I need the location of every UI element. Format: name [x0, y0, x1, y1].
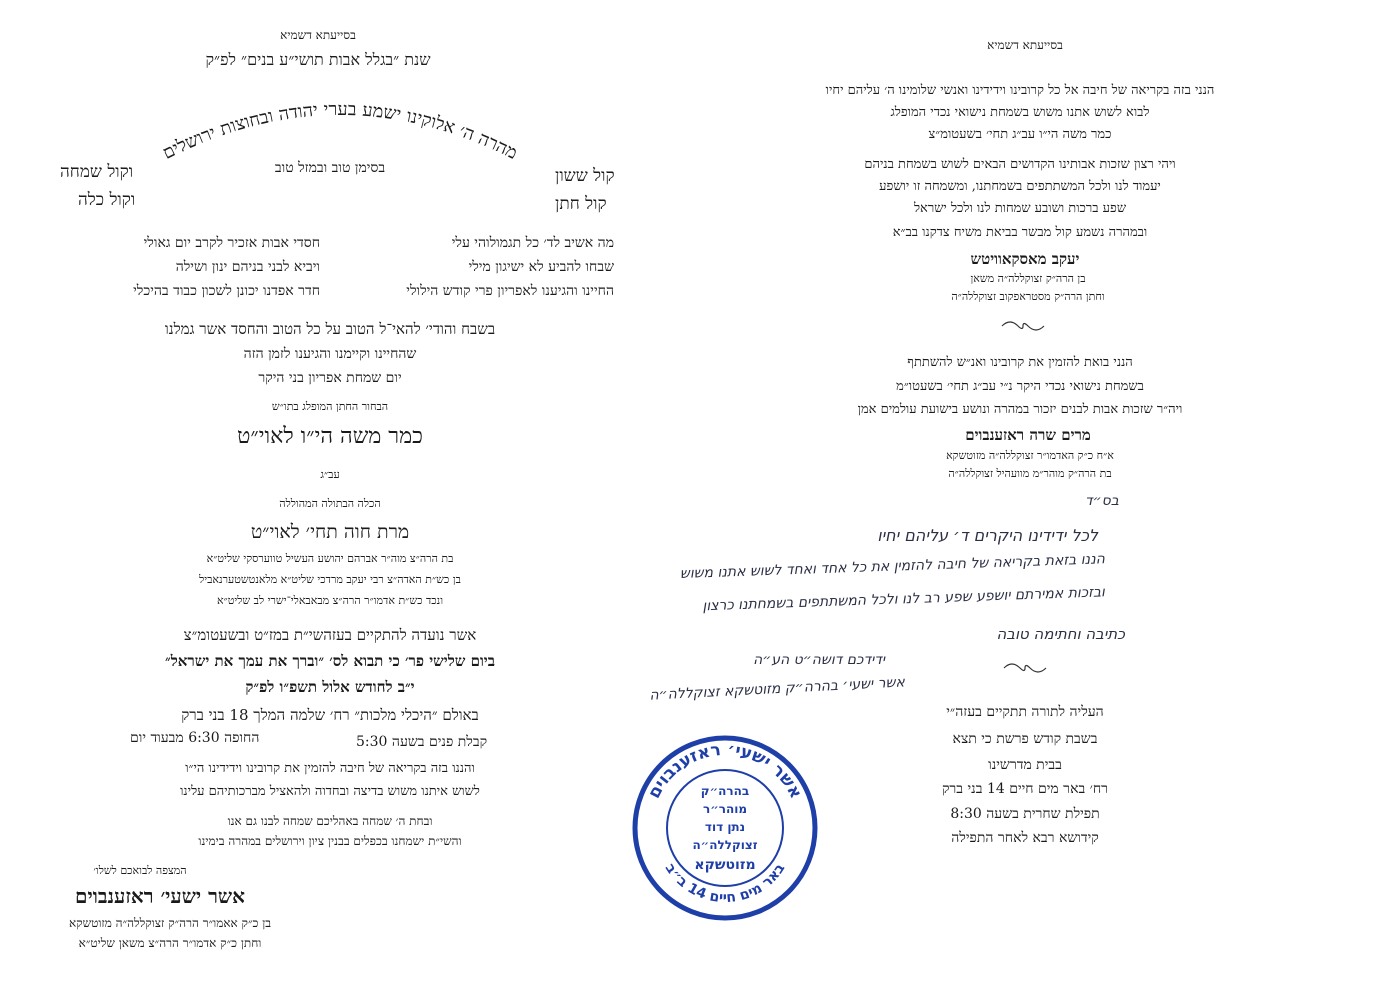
- left-event-2: ביום שלישי פר׳ כי תבוא לס׳ ״וברך את עמך את ישראל״: [165, 652, 495, 670]
- left-host-line: בן כ״ק אאמו״ר הרה״ק זצוקללה״ה מזוטשקא: [68, 916, 272, 930]
- poem-right-line: מה אשיב לד׳ כל תגמולוהי עלי: [451, 235, 614, 251]
- left-hall: באולם ״היכלי מלכות״ רח׳ שלמה המלך 18 בני ברק: [181, 706, 479, 724]
- hand-line: אשר ישעי׳ בהרה״ק מזוטשקא זצוקללה״ה: [649, 674, 906, 704]
- left-bride-line: ונכד כש״ת אדמו״ר הרה״צ מבאבאלי־ישרי לב שליט״א: [216, 594, 444, 607]
- right-p3-line: הנני בואת להזמין את קרובינו ואנ״ש להשתתף: [907, 355, 1133, 370]
- right-sign-2-line: א״ח כ״ק האדמו״ר זצוקללה״ה מזוטשקא: [946, 449, 1114, 462]
- right-p3-line: בשמחת נישואי נכדי היקר נ״י עב״ג תחי׳ בשעטו״מ: [896, 379, 1144, 394]
- right-aliya-line: העליה לתורה תתקיים בעזה״י: [946, 704, 1104, 720]
- hand-line: ובזכות אמירתם יושפע שפע רב לנו ולכל המשתתפים בשמחתנו כרצון: [702, 584, 1106, 615]
- right-p2-line: שפע ברכות ושובע שמחות לנו ולכל ישראל: [913, 201, 1127, 216]
- right-aliya-line: רח׳ באר מים חיים 14 בני ברק: [941, 781, 1109, 797]
- hand-line: ידידכם דושה״ט הע״ה: [753, 652, 885, 668]
- left-ubg: עב״ג: [320, 468, 340, 481]
- stamp-center-line: בהרה״ק: [700, 784, 750, 798]
- right-aliya-line: קידושא רבא לאחר התפילה: [951, 830, 1099, 846]
- left-invite-1: והננו בזה בקריאה של חיבה להזמין את קרובינו וידידינו הי״ו: [185, 761, 475, 776]
- hand-bsd: בס״ד: [1085, 493, 1119, 509]
- left-blessing-1: ובחת ה׳ שמחה באהליכם שמחה לבנו גם אנו: [227, 814, 433, 828]
- right-sign-2-line: בת הרה״ק מוהר״מ מוועהיל זצוקללה״ה: [948, 467, 1112, 480]
- right-p1-line: כמר משה הי״ו עב״ג תחי׳ בשעטומ״צ: [928, 127, 1112, 142]
- right-sign-1-line: בן הרה״ק זצוקללה״ה משאן: [970, 272, 1086, 285]
- ornament-divider-icon: [1002, 660, 1048, 676]
- hand-line: כתיבה וחתימה טובה: [996, 625, 1125, 643]
- left-blessing-2: והשי״ת ישמחנו בכפלים בבנין ציון וירושלים במהרה בימינו: [198, 834, 462, 848]
- left-host-line: וחתן כ״ק אדמו״ר הרה״צ משאן שליט״א: [78, 936, 262, 950]
- left-kol-chatan: קול חתן: [555, 194, 607, 214]
- rabbi-stamp-seal: [630, 733, 820, 923]
- stamp-center-line: מוהר״ר: [702, 802, 748, 816]
- right-p2-line: ובמהרה נשמע קול מבשר בביאת משיח צדקנו בב״א: [892, 225, 1148, 240]
- right-p2-line: ויהי רצון שזכות אבותינו הקדושים הבאים לשוש בשמחת בניהם: [864, 157, 1176, 172]
- hand-line: הננו בזאת בקריאה של חיבה להזמין את כל אחד ואחד לשוש אתנו משוש: [679, 551, 1106, 583]
- poem-right-line: שבחו להביע לא ישיגון מילי: [468, 259, 614, 275]
- left-kol-simcha: וקול שמחה: [60, 162, 134, 182]
- right-aliya-line: בשבת קודש פרשת כי תצא: [952, 731, 1098, 747]
- svg-text:מהרה ה׳ אלוקינו ישמע בערי יהוד: [159, 99, 521, 164]
- left-invite-2: לשוש איתנו משוש בדיצה ובחדוה ולהאציל מברכותיהם עלינו: [180, 784, 480, 799]
- right-sign-2: מרים שרה ראזענבוים: [965, 426, 1091, 444]
- poem-left-line: ויביא לבני בניהם ינון ושילה: [175, 259, 320, 275]
- ornament-divider-icon: [1000, 318, 1046, 334]
- poem-left-line: חסדי אבות אזכיר לקרב יום גאולי: [143, 235, 320, 251]
- left-praise-2: שהחיינו וקיימנו והגיענו לזמן הזה: [243, 346, 417, 362]
- right-aliya-line: תפילת שחרית בשעה 8:30: [950, 806, 1100, 822]
- left-kol-kala: וקול כלה: [78, 190, 136, 210]
- left-hosts-intro: המצפה לבואכם לשלו׳: [93, 864, 187, 877]
- right-p3-line: ויה״ר שזכות אבות לבנים יזכור במהרה ונושע בישועת עולמים אמן: [857, 402, 1183, 417]
- left-praise-1: בשבח והודי׳ להאי־ל הטוב על כל הטוב והחסד אשר גמלנו: [164, 320, 496, 338]
- poem-left-line: חדר אפדנו יכונן לשכון כבוד בהיכלי: [133, 283, 320, 299]
- left-groom-intro: הבחור החתן המופלג בתו״ש: [271, 400, 389, 413]
- left-host-name: אשר ישעי׳ ראזענבוים: [75, 884, 245, 908]
- left-groom-name: כמר משה הי״ו לאוי״ט: [237, 424, 423, 449]
- right-p2-line: יעמוד לנו ולכל המשתתפים בשמחתנו, ומשמחה זו יושפע: [879, 179, 1161, 194]
- left-bs-header: בסייעתא דשמיא: [280, 28, 356, 42]
- left-event-3: י״ב לחודש אלול תשפ״ו לפ״ק: [245, 678, 415, 696]
- right-p1-line: לבוא לשוש אתנו משוש בשמחת נישואי נכדי המופלג: [890, 105, 1150, 120]
- right-aliya-line: בבית מדרשינו: [988, 757, 1062, 773]
- left-siman: בסימן טוב ובמזל טוב: [274, 160, 386, 176]
- stamp-center-line: זצוקללה״ה: [692, 838, 758, 852]
- left-kol-sason: קול ששון: [555, 166, 615, 186]
- stamp-center-line: נתן דוד: [704, 820, 746, 834]
- left-year-line: שנת ״בגלל אבות תושי״ע בנים״ לפ״ק: [205, 50, 431, 69]
- right-bs-header: בסייעתא דשמיא: [987, 38, 1063, 52]
- left-kabala: קבלת פנים בשעה 5:30: [356, 734, 488, 750]
- right-sign-1-line: וחתן הרה״ק מסטראפקוב זצוקללה״ה: [951, 290, 1105, 303]
- stamp-ring-top: אשר ישעי׳ ראזענבוים: [644, 739, 806, 802]
- poem-right-line: החיינו והגיענו לאפריון פרי קודש הילולי: [406, 283, 614, 299]
- left-bride-line: בן כש״ת האדה״צ רבי יעקב מרדכי שליט״א מלאנטשטערנאביל: [199, 573, 461, 586]
- right-p1-line: הנני בזה בקריאה של חיבה אל כל קרובינו וידידינו ואנשי שלומינו ה׳ עליהם יחיו: [825, 83, 1215, 98]
- left-bride-name: מרת חוה תחי׳ לאוי״ט: [250, 521, 410, 543]
- left-chupa: החופה 6:30 מבעוד יום: [130, 730, 260, 746]
- left-arc-text: מהרה ה׳ אלוקינו ישמע בערי יהודה ובחוצות ירושלים: [159, 98, 521, 164]
- stamp-center-line: מזוטשקא: [694, 857, 756, 873]
- left-praise-3: יום שמחת אפריון בני היקר: [258, 370, 402, 386]
- stamp-ring-bottom: באר מים חיים 14 ב״ב: [661, 860, 789, 907]
- left-bride-intro: הכלה הבתולה המהוללה: [279, 497, 381, 510]
- hand-line: לכל ידידינו היקרים ד׳ עליהם יחיו: [877, 526, 1098, 545]
- left-event-1: אשר נועדה להתקיים בעזהשי״ת במז״ט ובשעטומ״צ: [183, 626, 477, 644]
- right-sign-1: יעקב מאסקאוויטש: [970, 250, 1080, 268]
- left-bride-line: בת הרה״צ מוה״ר אברהם יהושע העשיל טווערסקי שליט״א: [206, 552, 454, 565]
